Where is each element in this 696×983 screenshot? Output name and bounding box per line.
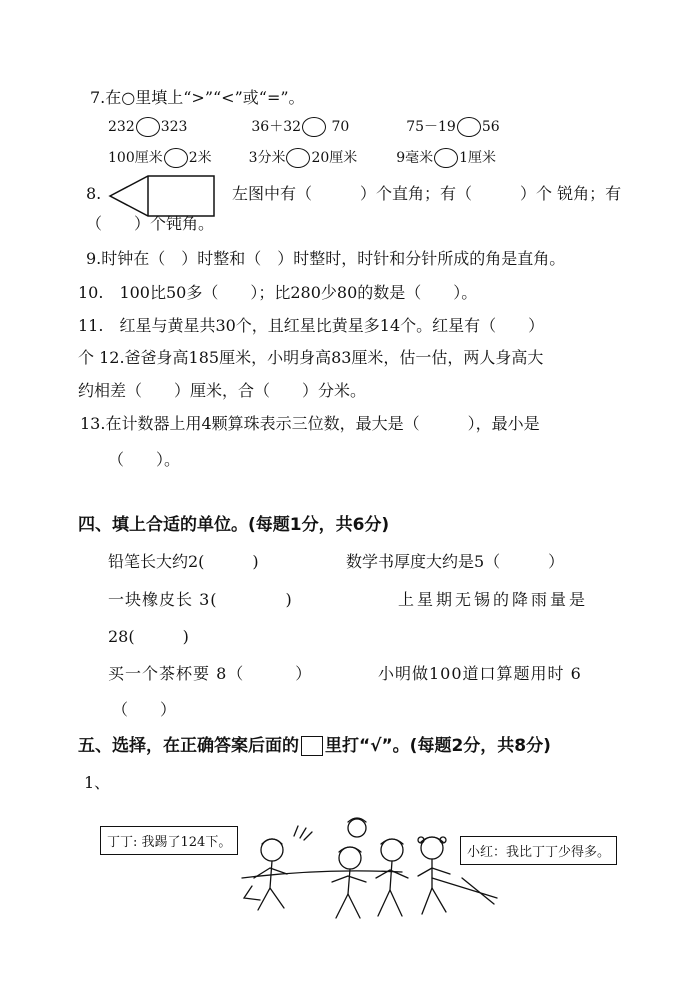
q7-row2 <box>108 148 496 168</box>
section5-heading <box>78 736 551 756</box>
compare-circle[interactable] <box>434 148 458 168</box>
sec4-item-e: 买一个茶杯要 8（ ） <box>108 664 313 683</box>
answer-box <box>301 736 323 756</box>
q7-r1-c: 36＋32 <box>251 119 302 135</box>
q7-r1-a: 232 <box>108 119 135 135</box>
sec4-item-b: 数学书厚度大约是5（ ） <box>346 552 565 571</box>
sec4-item-a: 铅笔长大约2( ) <box>108 552 259 571</box>
q7-r2-e: 9毫米 <box>396 150 434 166</box>
q7-r2-d: 20厘米 <box>311 150 358 166</box>
sec4-item-d2: 28( ) <box>108 627 189 646</box>
q7-r2-b: 2米 <box>188 150 212 166</box>
section4-heading: 四、填上合适的单位。(每题1分，共6分) <box>78 515 390 535</box>
section5-heading-a: 五、选择，在正确答案后面的 <box>78 736 299 756</box>
sec4-item-d: 上星期无锡的降雨量是 <box>398 590 589 609</box>
speech-bubble-xiaohong: 小红：我比丁丁少得多。 <box>460 836 617 865</box>
pentagon-figure <box>108 174 218 218</box>
q7-r1-b: 323 <box>160 119 188 135</box>
q7-r1-e: 75－19 <box>406 119 456 135</box>
compare-circle[interactable] <box>136 117 160 137</box>
sec4-item-f2: （ ） <box>112 700 177 719</box>
compare-circle[interactable] <box>302 117 326 137</box>
kids-kicking-shuttlecock-illustration <box>232 808 502 933</box>
q7-r1-f: 56 <box>481 119 500 135</box>
q11-line3: 约相差（ ）厘米，合（ ）分米。 <box>78 381 367 400</box>
q7-r2-a: 100厘米 <box>108 150 163 166</box>
q11-line1: 11. 红星与黄星共30个，且红星比黄星多14个。红星有（ ） <box>78 316 545 335</box>
compare-circle[interactable] <box>457 117 481 137</box>
q13-line2: （ ）。 <box>108 450 181 469</box>
q7-title: 7.在○里填上“>”“<”或“=”。 <box>90 88 305 107</box>
sec4-item-f: 小明做100道口算题用时 6 <box>378 664 582 683</box>
q7-r2-c: 3分米 <box>248 150 286 166</box>
q13-line1: 13.在计数器上用4颗算珠表示三位数，最大是（ ），最小是 <box>80 414 540 433</box>
q7-r2-f: 1厘米 <box>459 150 497 166</box>
compare-circle[interactable] <box>286 148 310 168</box>
q10-text: 10. 100比50多（ ）；比280少80的数是（ ）。 <box>78 283 478 302</box>
q7-row1 <box>108 117 500 137</box>
speech-bubble-dingding: 丁丁: 我踢了124下。 <box>100 826 238 855</box>
sec5-q1: 1、 <box>84 773 111 792</box>
q8-text1: 左图中有（ ）个直角；有（ ）个 锐角；有 <box>232 184 622 203</box>
q11-line2: 个 12.爸爸身高185厘米，小明身高83厘米，估一估，两人身高大 <box>78 348 544 367</box>
q7-r1-d: 70 <box>331 119 350 135</box>
q9-text: 9.时钟在（ ）时整和（ ）时整时，时针和分针所成的角是直角。 <box>86 249 566 268</box>
q8-number: 8. <box>86 184 102 203</box>
section5-heading-b: 里打“√”。(每题2分，共8分) <box>325 736 551 756</box>
sec4-item-c: 一块橡皮长 3( ) <box>108 590 293 609</box>
q8-text2: （ ）个钝角。 <box>86 214 215 233</box>
compare-circle[interactable] <box>164 148 188 168</box>
